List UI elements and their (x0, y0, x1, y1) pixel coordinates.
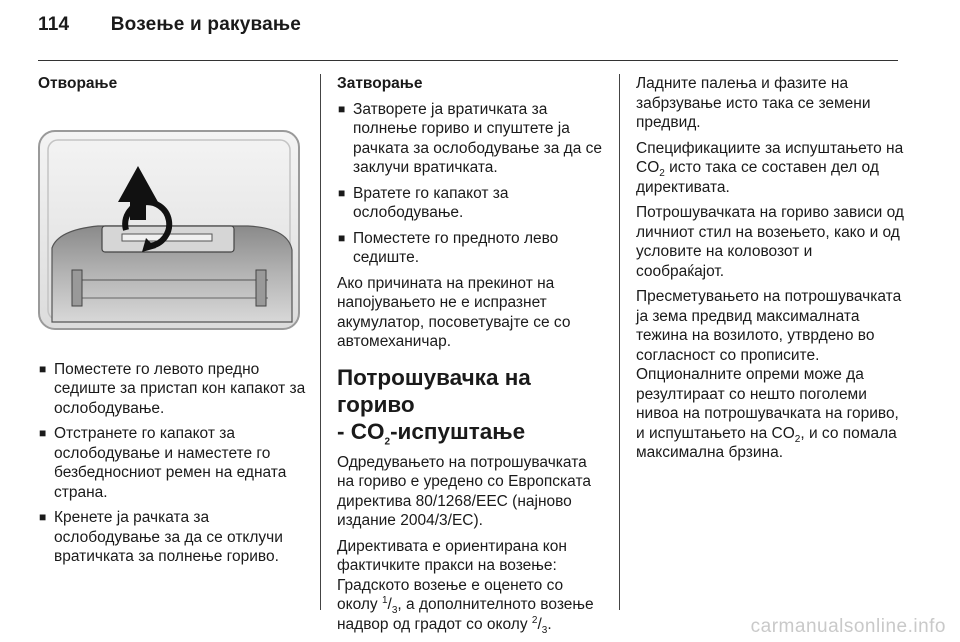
directive-paragraph: Одредувањето на потрошувачката на гориво е уредено со Европската директива 80/1268/ЕЕС (најново издание 2004/3/ЕС). (337, 453, 591, 529)
bullet-icon: ■ (338, 230, 346, 245)
battery-note: Ако причината на прекинот на напојувањето не е испразнет акумулатор, посоветувајте се со автомеханичар. (337, 274, 571, 350)
list-item: ■ Поместете го левото предно седиште за пристап кон капакот за ослободување. (39, 360, 306, 417)
cold-start-paragraph: Ладните палења и фазите на забрзување исто така се земени предвид. (636, 75, 871, 131)
driving-style-paragraph: Потрошувачката на гориво зависи од личниот стил на возењето, како и од условите на коловозот и сообраќајот. (636, 204, 904, 280)
column-divider-1 (320, 74, 321, 610)
column-3 (636, 74, 904, 469)
bullet-icon: ■ (39, 426, 47, 440)
page-number: 114 (38, 14, 70, 35)
list-item: ■ Вратете го капакот за ослободување. (338, 184, 509, 221)
fuel-release-illustration (38, 130, 300, 330)
opening-heading: Отворање (38, 75, 118, 92)
list-item: ■ Поместете го предното лево седиште. (338, 229, 559, 266)
list-item: ■ Отстранете го капакот за ослободување и наместете го безбедносниот ремен на едната страна. (39, 425, 287, 501)
header-rule (38, 60, 898, 61)
bullet-icon: ■ (39, 361, 47, 376)
closing-steps (337, 100, 605, 268)
page-header (38, 14, 301, 36)
page-title: Возење и ракување (110, 14, 302, 35)
bullet-icon: ■ (39, 510, 47, 524)
co2-spec-paragraph: Спецификациите за испуштањето на $CO_2$ исто така се составен дел од директивата. (636, 139, 904, 196)
watermark: carmanualsonline.info (750, 616, 946, 637)
column-divider-2 (619, 74, 620, 610)
opening-steps (38, 360, 306, 567)
fuel-consumption-heading: Потрошувачка на гориво - $CO_2$-испуштање (337, 364, 531, 447)
list-item: ■ Кренете ја рачката за ослободување за да се отклучи вратичката за полнење гориво. (39, 509, 283, 565)
bullet-icon: ■ (338, 101, 346, 116)
column-1 (38, 74, 306, 573)
list-item: ■ Затворете ја вратичката за полнење гориво и спуштете ја рачката за ослободување за да се заклучи вратичката. (338, 100, 602, 176)
bullet-icon: ■ (338, 185, 346, 200)
driving-cycle-paragraph: Директивата е ориентирана кон фактичките пракси на возење: Градското возење е оценето со околу $^1/_3$, а дополнителното возење надвор од градот со околу $^2/_3$. (337, 537, 594, 636)
closing-heading: Затворање (337, 75, 423, 92)
calculation-paragraph: Пресметувањето на потрошувачката ја зема предвид максималната тежина на возилото, утврдено во согласност со прописите. Опционалните опреми може да резултираат со нешто поголеми нивоа на потрошувачката на гориво, и испуштањето на $CO_2$, и со помала максимална брзина. (636, 288, 902, 461)
column-2 (337, 74, 605, 640)
